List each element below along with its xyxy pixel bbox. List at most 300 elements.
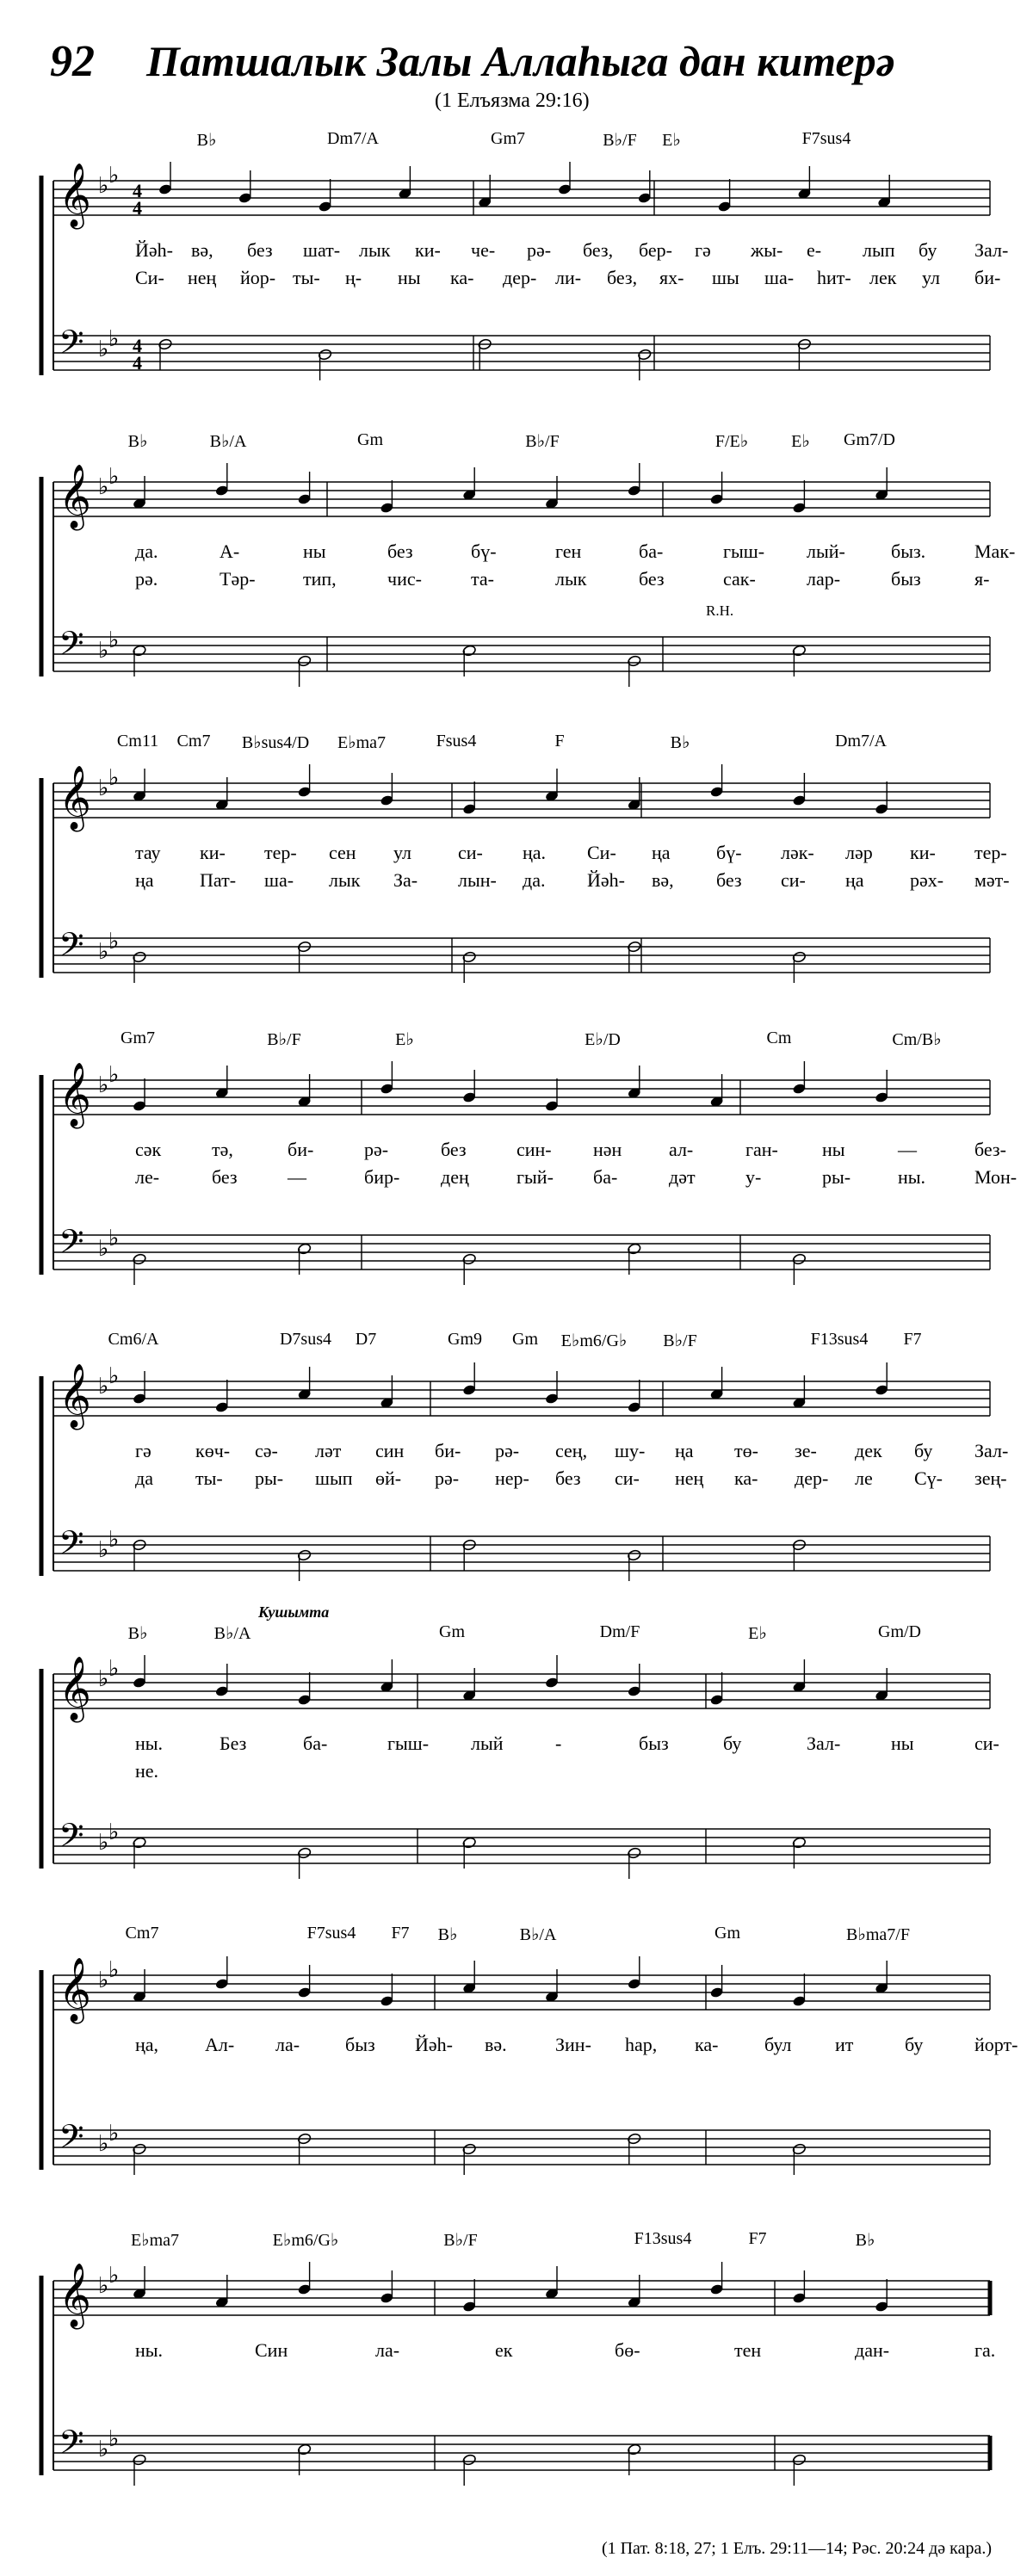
- lyric-line-verse-2: [0, 568, 1033, 592]
- lyric-syllable: мәт-: [974, 869, 1010, 891]
- lyric-syllable: ләт: [315, 1440, 342, 1461]
- chord-symbol: E♭m6/G♭: [560, 1331, 628, 1350]
- flat-icon: ♭: [108, 1527, 120, 1553]
- chord-symbol: F7sus4: [801, 129, 851, 148]
- song-title: Патшалык Залы Аллаһыга дан китерә: [146, 37, 895, 85]
- treble-clef-icon: 𝄞: [59, 1364, 91, 1428]
- lyric-syllable: һар,: [625, 2034, 658, 2055]
- lyric-syllable: е-: [807, 239, 822, 261]
- lyric-line-verse-2: [0, 1760, 1033, 1784]
- song-number: 92: [50, 37, 95, 86]
- flat-icon: ♭: [108, 1363, 120, 1389]
- lyric-syllable: ле-: [135, 1166, 160, 1188]
- chord-symbol: Gm/D: [878, 1622, 921, 1641]
- flat-icon: ♭: [98, 1830, 109, 1856]
- lyric-syllable: гый-: [516, 1166, 554, 1188]
- flat-icon: ♭: [108, 163, 120, 188]
- lyric-syllable: бу: [905, 2034, 924, 2055]
- lyric-syllable: Ал-: [205, 2034, 235, 2055]
- chord-symbol: Gm: [357, 430, 383, 449]
- chord-symbol: B♭: [670, 733, 690, 752]
- chord-symbol: B♭/F: [443, 2231, 478, 2250]
- system-3: [0, 732, 1033, 1033]
- lyric-syllable: Йәһ-: [587, 869, 625, 891]
- lyric-syllable: ты-: [293, 267, 320, 288]
- lyric-syllable: лык: [329, 869, 361, 891]
- chord-symbol: E♭ma7: [337, 733, 387, 752]
- lyric-syllable: бу: [723, 1733, 742, 1754]
- lyric-syllable: лын-: [458, 869, 497, 891]
- lyric-syllable: рәх-: [910, 869, 944, 891]
- lyric-syllable: Си-: [135, 267, 164, 288]
- system-1: [0, 129, 1033, 430]
- treble-clef-icon: 𝄞: [59, 1657, 91, 1720]
- lyric-syllable: дек: [855, 1440, 882, 1461]
- lyric-syllable: чис-: [387, 568, 422, 590]
- lyric-syllable: Йәһ-: [135, 239, 173, 261]
- staff-svg: [0, 1924, 1033, 2225]
- lyric-syllable: Без: [220, 1733, 247, 1754]
- chord-symbol: Gm7: [121, 1029, 155, 1047]
- chord-symbol: F7: [391, 1924, 410, 1943]
- time-signature-top: 4: [133, 180, 142, 201]
- chord-symbol: Dm7/A: [327, 129, 379, 148]
- bass-clef-icon: 𝄢: [59, 1816, 84, 1863]
- lyric-syllable: без: [387, 541, 413, 562]
- flat-icon: ♭: [98, 1374, 109, 1399]
- lyric-line-verse-2: [0, 267, 1033, 291]
- flat-icon: ♭: [98, 2437, 109, 2462]
- chord-symbol: Gm: [714, 1924, 740, 1943]
- lyric-syllable: дан-: [855, 2339, 890, 2361]
- lyric-syllable: не.: [135, 1760, 159, 1782]
- lyric-syllable: ңа: [845, 869, 864, 891]
- lyric-syllable: дәт: [669, 1166, 696, 1188]
- chord-symbol: B♭: [127, 432, 148, 451]
- lyric-syllable: без,: [607, 267, 638, 288]
- lyric-syllable: быз: [345, 2034, 375, 2055]
- chord-symbol: Gm7: [491, 129, 525, 148]
- chord-symbol: E♭: [662, 131, 681, 150]
- lyric-syllable: ул: [922, 267, 941, 288]
- lyric-syllable: ул: [393, 842, 412, 863]
- lyric-syllable: ны.: [898, 1166, 926, 1188]
- lyric-line-verse-2: [0, 869, 1033, 893]
- lyric-syllable: рә-: [364, 1139, 389, 1160]
- flat-icon: ♭: [98, 775, 109, 801]
- chord-symbol: B♭/F: [603, 131, 637, 150]
- lyric-syllable: ңа,: [135, 2034, 159, 2055]
- flat-icon: ♭: [108, 1819, 120, 1845]
- lyric-syllable: ны: [891, 1733, 914, 1754]
- lyric-syllable: лып: [863, 239, 895, 261]
- lyric-syllable: би-: [288, 1139, 314, 1160]
- lyric-syllable: без: [716, 869, 742, 891]
- lyric-syllable: Зал-: [974, 1440, 1009, 1461]
- lyric-syllable: ны.: [135, 1733, 164, 1754]
- lyric-syllable: лек: [869, 267, 897, 288]
- lyric-syllable: зе-: [795, 1440, 817, 1461]
- lyric-syllable: ңа.: [523, 842, 547, 863]
- lyric-syllable: ты-: [195, 1467, 223, 1489]
- lyric-line-verse-1: [0, 1733, 1033, 1757]
- lyric-syllable: ба-: [639, 541, 664, 562]
- chord-symbol: E♭ma7: [130, 2231, 180, 2250]
- lyric-syllable: ал-: [669, 1139, 694, 1160]
- lyric-syllable: Йәһ-: [415, 2034, 453, 2055]
- lyric-syllable: си-: [458, 842, 483, 863]
- flat-icon: ♭: [98, 1072, 109, 1098]
- time-signature-bottom: 4: [133, 197, 142, 219]
- lyric-syllable: би-: [435, 1440, 461, 1461]
- chord-symbol: F7: [903, 1330, 922, 1349]
- staff-svg: [0, 2229, 1033, 2530]
- lyric-syllable: та-: [471, 568, 494, 590]
- treble-clef-icon: 𝄞: [59, 1063, 91, 1127]
- lyric-syllable: без: [247, 239, 273, 261]
- flat-icon: ♭: [98, 173, 109, 199]
- lyric-syllable: тер-: [974, 842, 1007, 863]
- lyric-syllable: —: [898, 1139, 917, 1160]
- flat-icon: ♭: [108, 464, 120, 490]
- chord-symbol: Cm6/A: [108, 1330, 159, 1349]
- flat-icon: ♭: [98, 638, 109, 664]
- chord-symbol: Cm/B♭: [892, 1030, 942, 1049]
- lyric-syllable: вә.: [485, 2034, 507, 2055]
- chord-symbol: Gm7/D: [844, 430, 895, 449]
- lyric-syllable: ны: [822, 1139, 845, 1160]
- lyric-line-verse-1: [0, 2034, 1033, 2058]
- flat-icon: ♭: [98, 474, 109, 500]
- treble-clef-icon: 𝄞: [59, 2264, 91, 2327]
- lyric-syllable: Си-: [587, 842, 616, 863]
- lyric-line-verse-1: [0, 842, 1033, 866]
- chord-symbol: B♭sus4/D: [241, 733, 310, 752]
- chord-symbol: F7: [748, 2229, 767, 2248]
- lyric-syllable: ша-: [264, 869, 294, 891]
- chord-symbol: Gm9: [448, 1330, 482, 1349]
- lyric-syllable: да.: [523, 869, 546, 891]
- flat-icon: ♭: [98, 337, 109, 362]
- lyric-syllable: гә: [695, 239, 711, 261]
- bass-clef-icon: 𝄢: [59, 2117, 84, 2164]
- lyric-syllable: —: [288, 1166, 306, 1188]
- lyric-syllable: гыш-: [387, 1733, 430, 1754]
- chord-symbol: E♭: [395, 1030, 414, 1049]
- flat-icon: ♭: [98, 2273, 109, 2299]
- lyric-syllable: бер-: [639, 239, 672, 261]
- flat-icon: ♭: [98, 2131, 109, 2157]
- flat-icon: ♭: [98, 939, 109, 965]
- chord-symbol: B♭: [196, 131, 217, 150]
- lyric-syllable: си-: [974, 1733, 999, 1754]
- lyric-syllable: ген: [555, 541, 582, 562]
- lyric-syllable: син-: [516, 1139, 552, 1160]
- lyric-line-verse-1: [0, 1440, 1033, 1464]
- lyric-syllable: рә-: [435, 1467, 460, 1489]
- lyric-syllable: За-: [393, 869, 418, 891]
- treble-clef-icon: 𝄞: [59, 766, 91, 830]
- lyric-syllable: ган-: [745, 1139, 778, 1160]
- lyric-syllable: вә,: [652, 869, 674, 891]
- lyric-line-verse-2: [0, 1166, 1033, 1190]
- chord-symbol: F: [554, 732, 565, 751]
- chord-symbol: Cm: [766, 1029, 792, 1047]
- lyric-syllable: Зал-: [974, 239, 1009, 261]
- lyric-syllable: быз.: [891, 541, 926, 562]
- bass-clef-icon: 𝄢: [59, 925, 84, 972]
- lyric-syllable: ле: [855, 1467, 873, 1489]
- chord-symbol: D7: [355, 1330, 377, 1349]
- lyric-syllable: шат-: [303, 239, 341, 261]
- chord-symbol: Gm: [439, 1622, 465, 1641]
- bass-clef-icon: 𝄢: [59, 1222, 84, 1269]
- chord-symbol: E♭: [748, 1624, 767, 1643]
- lyric-syllable: лык: [359, 239, 391, 261]
- chord-symbol: Cm7: [125, 1924, 159, 1943]
- flat-icon: ♭: [98, 1666, 109, 1692]
- time-signature-bottom: 4: [133, 352, 142, 374]
- lyric-syllable: бу: [919, 239, 937, 261]
- lyric-syllable: быз: [891, 568, 921, 590]
- flat-icon: ♭: [108, 1226, 120, 1251]
- lyric-syllable: ек: [495, 2339, 513, 2361]
- lyric-syllable: без: [212, 1166, 238, 1188]
- lyric-syllable: йорт-: [974, 2034, 1018, 2055]
- system-8: [0, 2229, 1033, 2530]
- lyric-syllable: ны.: [135, 2339, 164, 2361]
- system-4: [0, 1029, 1033, 1330]
- lyric-syllable: бү-: [471, 541, 497, 562]
- lyric-syllable: ях-: [659, 267, 684, 288]
- lyric-syllable: А-: [220, 541, 240, 562]
- treble-clef-icon: 𝄞: [59, 1958, 91, 2022]
- chord-symbol: F13sus4: [810, 1330, 869, 1349]
- flat-icon: ♭: [108, 326, 120, 352]
- lyric-syllable: Сү-: [914, 1467, 943, 1489]
- lyric-syllable: дең: [441, 1166, 469, 1188]
- footer-references: (1 Пат. 8:18, 27; 1 Елъ. 29:11—14; Рәс. 20:24 дә кара.): [601, 2539, 992, 2558]
- flat-icon: ♭: [98, 1537, 109, 1563]
- lyric-syllable: лый-: [807, 541, 845, 562]
- chord-symbol: B♭/F: [267, 1030, 301, 1049]
- lyric-syllable: бир-: [364, 1166, 400, 1188]
- lyric-syllable: ка-: [734, 1467, 758, 1489]
- lyric-syllable: ры-: [822, 1166, 851, 1188]
- chord-symbol: F7sus4: [306, 1924, 356, 1943]
- lyric-line-verse-1: [0, 2339, 1033, 2363]
- chord-symbol: E♭: [791, 432, 810, 451]
- lyric-syllable: га.: [974, 2339, 996, 2361]
- chord-symbol: B♭/A: [213, 1624, 251, 1643]
- lyric-syllable: ка-: [450, 267, 474, 288]
- lyric-syllable: рә-: [527, 239, 552, 261]
- lyric-syllable: ңа: [135, 869, 154, 891]
- lyric-syllable: дер-: [503, 267, 537, 288]
- lyric-syllable: без: [441, 1139, 467, 1160]
- lyric-syllable: ла-: [275, 2034, 300, 2055]
- treble-clef-icon: 𝄞: [59, 164, 91, 227]
- lyric-syllable: ки-: [200, 842, 226, 863]
- lyric-syllable: тип,: [303, 568, 337, 590]
- lyric-syllable: тө-: [734, 1440, 758, 1461]
- lyric-syllable: ба-: [593, 1166, 618, 1188]
- flat-icon: ♭: [108, 1957, 120, 1983]
- lyric-syllable: ла-: [375, 2339, 400, 2361]
- lyric-syllable: ба-: [303, 1733, 328, 1754]
- lyric-syllable: лый: [471, 1733, 504, 1754]
- lyric-syllable: сен: [329, 842, 356, 863]
- lyric-syllable: һит-: [817, 267, 851, 288]
- chord-symbol: Fsus4: [436, 732, 477, 751]
- lyric-syllable: сең,: [555, 1440, 588, 1461]
- lyric-syllable: нер-: [495, 1467, 529, 1489]
- bass-clef-icon: 𝄢: [59, 624, 84, 670]
- lyric-syllable: Мак-: [974, 541, 1016, 562]
- chord-symbol: B♭/A: [209, 432, 247, 451]
- flat-icon: ♭: [108, 2426, 120, 2452]
- lyric-syllable: без: [639, 568, 665, 590]
- flat-icon: ♭: [108, 627, 120, 653]
- lyric-syllable: гә: [135, 1440, 152, 1461]
- lyric-syllable: сәк: [135, 1139, 162, 1160]
- lyric-syllable: Зин-: [555, 2034, 591, 2055]
- chord-symbol: E♭/D: [585, 1030, 621, 1049]
- lyric-syllable: шып: [315, 1467, 353, 1489]
- flat-icon: ♭: [108, 1062, 120, 1088]
- chord-symbol: F13sus4: [634, 2229, 692, 2248]
- lyric-syllable: ки-: [910, 842, 936, 863]
- chord-symbol: Cm11: [116, 732, 159, 751]
- lyric-syllable: бул: [764, 2034, 792, 2055]
- lyric-syllable: шы: [712, 267, 739, 288]
- lyric-syllable: бө-: [615, 2339, 640, 2361]
- flat-icon: ♭: [108, 2263, 120, 2289]
- chord-symbol: B♭: [437, 1925, 458, 1944]
- lyric-syllable: Син: [255, 2339, 288, 2361]
- lyric-syllable: без,: [583, 239, 614, 261]
- lyric-syllable: ләк-: [781, 842, 814, 863]
- lyric-syllable: у-: [745, 1166, 762, 1188]
- chord-symbol: Gm: [512, 1330, 538, 1349]
- lyric-syllable: шу-: [615, 1440, 646, 1461]
- lyric-syllable: жы-: [751, 239, 783, 261]
- lyric-syllable: че-: [471, 239, 496, 261]
- chord-symbol: E♭m6/G♭: [272, 2231, 339, 2250]
- lyric-syllable: Зал-: [807, 1733, 841, 1754]
- lyric-line-verse-1: [0, 1139, 1033, 1163]
- lyric-syllable: ләр: [845, 842, 873, 863]
- flat-icon: ♭: [108, 2121, 120, 2147]
- bass-clef-icon: 𝄢: [59, 2423, 84, 2469]
- system-6: [0, 1603, 1033, 1924]
- lyric-syllable: Тәр-: [220, 568, 256, 590]
- lyric-syllable: лык: [555, 568, 587, 590]
- lyric-syllable: вә,: [191, 239, 213, 261]
- chord-symbol: Dm7/A: [835, 732, 887, 751]
- lyric-syllable: ки-: [415, 239, 441, 261]
- lyric-syllable: өй-: [375, 1467, 402, 1489]
- lyric-syllable: рә.: [135, 568, 158, 590]
- lyric-syllable: да.: [135, 541, 158, 562]
- bass-clef-icon: 𝄢: [59, 1523, 84, 1570]
- chord-symbol: B♭: [855, 2231, 875, 2250]
- lyric-syllable: быз: [639, 1733, 669, 1754]
- lyric-syllable: тә,: [212, 1139, 233, 1160]
- lyric-syllable: йор-: [240, 267, 276, 288]
- lyric-syllable: сә-: [255, 1440, 278, 1461]
- time-signature-top: 4: [133, 335, 142, 356]
- right-hand-marking: R.H.: [706, 602, 734, 619]
- lyric-syllable: ка-: [695, 2034, 719, 2055]
- lyric-syllable: ңа: [652, 842, 671, 863]
- lyric-syllable: да: [135, 1467, 153, 1489]
- refrain-marking: Кушымта: [258, 1603, 330, 1621]
- lyric-syllable: Пат-: [200, 869, 237, 891]
- lyric-syllable: би-: [974, 267, 1001, 288]
- lyric-syllable: ны: [303, 541, 326, 562]
- chord-symbol: Dm/F: [599, 1622, 640, 1641]
- lyric-syllable: дер-: [795, 1467, 829, 1489]
- scripture-reference: (1 Елъязма 29:16): [435, 90, 590, 112]
- lyric-syllable: ры-: [255, 1467, 284, 1489]
- system-7: [0, 1924, 1033, 2225]
- lyric-line-verse-2: [0, 1467, 1033, 1492]
- lyric-syllable: көч-: [195, 1440, 231, 1461]
- chord-symbol: B♭/F: [525, 432, 560, 451]
- lyric-syllable: ны: [398, 267, 421, 288]
- lyric-syllable: тен: [734, 2339, 762, 2361]
- lyric-syllable: рә-: [495, 1440, 520, 1461]
- lyric-syllable: си-: [781, 869, 806, 891]
- lyric-line-verse-1: [0, 541, 1033, 565]
- bass-clef-icon: 𝄢: [59, 323, 84, 369]
- chord-symbol: D7sus4: [279, 1330, 332, 1349]
- lyric-syllable: бу: [914, 1440, 933, 1461]
- lyric-syllable: -: [555, 1733, 562, 1754]
- lyric-syllable: Мон-: [974, 1166, 1018, 1188]
- flat-icon: ♭: [98, 1968, 109, 1993]
- chord-symbol: B♭: [127, 1624, 148, 1643]
- flat-icon: ♭: [108, 929, 120, 954]
- lyric-syllable: ли-: [555, 267, 582, 288]
- flat-icon: ♭: [108, 765, 120, 791]
- lyric-syllable: ша-: [764, 267, 795, 288]
- lyric-syllable: я-: [974, 568, 990, 590]
- treble-clef-icon: 𝄞: [59, 465, 91, 528]
- system-5: [0, 1330, 1033, 1631]
- lyric-syllable: нең: [675, 1467, 704, 1489]
- lyric-syllable: нән: [593, 1139, 622, 1160]
- lyric-syllable: ң-: [345, 267, 362, 288]
- lyric-syllable: лар-: [807, 568, 841, 590]
- lyric-syllable: бү-: [716, 842, 742, 863]
- lyric-syllable: тер-: [264, 842, 297, 863]
- lyric-syllable: без: [555, 1467, 581, 1489]
- flat-icon: ♭: [108, 1656, 120, 1682]
- lyric-syllable: без-: [974, 1139, 1006, 1160]
- lyric-syllable: си-: [615, 1467, 640, 1489]
- lyric-syllable: зең-: [974, 1467, 1007, 1489]
- system-2: [0, 430, 1033, 732]
- lyric-syllable: ңа: [675, 1440, 694, 1461]
- lyric-syllable: син: [375, 1440, 405, 1461]
- chord-symbol: B♭/A: [519, 1925, 557, 1944]
- lyric-syllable: гыш-: [723, 541, 765, 562]
- lyric-syllable: тау: [135, 842, 161, 863]
- chord-symbol: F/E♭: [714, 432, 749, 451]
- lyric-syllable: ит: [835, 2034, 854, 2055]
